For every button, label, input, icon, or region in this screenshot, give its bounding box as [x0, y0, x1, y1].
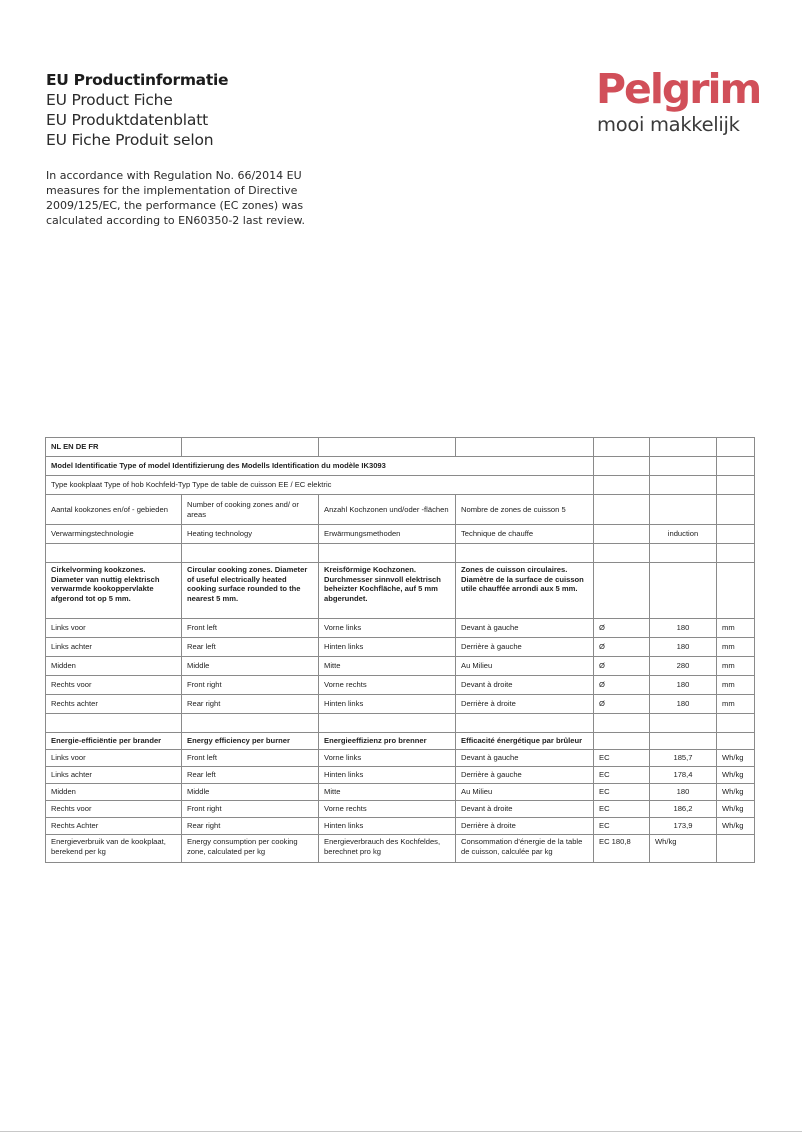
diameter-row-fr: Au Milieu: [456, 657, 594, 676]
consumption-nl: Energieverbruik van de kookplaat, berekend per kg: [46, 835, 182, 863]
diameter-row-de: Vorne links: [319, 619, 456, 638]
spacer-row: [46, 714, 755, 733]
efficiency-row-de: Hinten links: [319, 818, 456, 835]
efficiency-row-nl: Rechts voor: [46, 801, 182, 818]
consumption-en: Energy consumption per cooking zone, calculated per kg: [182, 835, 319, 863]
diameter-row-de: Hinten links: [319, 638, 456, 657]
diameter-row-value: 180: [650, 638, 717, 657]
efficiency-row-fr: Devant à gauche: [456, 750, 594, 767]
efficiency-row: [46, 750, 755, 767]
diameter-row-symbol: Ø: [594, 695, 650, 714]
efficiency-row-fr: Derrière à droite: [456, 818, 594, 835]
diameter-row-de: Vorne rechts: [319, 676, 456, 695]
intro-text: In accordance with Regulation No. 66/2014 EU measures for the implementation of Directive 2009/125/EC, the performance (EC zones) was calculated according to EN60350-2 last review.: [46, 169, 305, 227]
circular-header-row: [46, 563, 755, 619]
circular-nl: Cirkelvorming kookzones. Diameter van nuttig elektrisch verwarmde kookoppervlakte afgerond tot op 5 mm.: [46, 563, 182, 619]
diameter-row-en: Front left: [182, 619, 319, 638]
diameter-row-en: Rear right: [182, 695, 319, 714]
efficiency-row-de: Vorne links: [319, 750, 456, 767]
zones-de: Anzahl Kochzonen und/oder -flächen: [319, 495, 456, 525]
efficiency-row: [46, 801, 755, 818]
diameter-row-fr: Derrière à droite: [456, 695, 594, 714]
efficiency-row-value: 185,7: [650, 750, 717, 767]
efficiency-row-de: Vorne rechts: [319, 801, 456, 818]
efficiency-row-unit: Wh/kg: [717, 750, 755, 767]
efficiency-row-en: Rear left: [182, 767, 319, 784]
type-cell: Type kookplaat Type of hob Kochfeld-Typ Type de table de cuisson EE / EC elektric: [46, 476, 456, 495]
efficiency-row-en: Middle: [182, 784, 319, 801]
efficiency-row-nl: Rechts Achter: [46, 818, 182, 835]
efficiency-row-nl: Midden: [46, 784, 182, 801]
heating-value: induction: [650, 525, 717, 544]
zones-nl: Aantal kookzones en/of - gebieden: [46, 495, 182, 525]
diameter-row-symbol: Ø: [594, 657, 650, 676]
diameter-row-value: 280: [650, 657, 717, 676]
efficiency-header-fr: Efficacité énergétique par brûleur: [456, 733, 594, 750]
spacer-row: [46, 544, 755, 563]
diameter-row-nl: Midden: [46, 657, 182, 676]
diameter-row-value: 180: [650, 676, 717, 695]
diameter-row-en: Front right: [182, 676, 319, 695]
diameter-row: [46, 657, 755, 676]
efficiency-row-symbol: EC: [594, 801, 650, 818]
brand-logo: [596, 64, 766, 136]
diameter-row-fr: Devant à gauche: [456, 619, 594, 638]
efficiency-header-nl: Energie-efficiëntie per brander: [46, 733, 182, 750]
type-row: [46, 476, 755, 495]
efficiency-row-unit: Wh/kg: [717, 767, 755, 784]
efficiency-row-unit: Wh/kg: [717, 801, 755, 818]
zones-count-row: [46, 495, 755, 525]
diameter-row-nl: Rechts achter: [46, 695, 182, 714]
diameter-row-value: 180: [650, 619, 717, 638]
heating-fr: Technique de chauffe: [456, 525, 594, 544]
product-fiche-table: [45, 437, 754, 863]
consumption-row: [46, 835, 755, 863]
circular-fr: Zones de cuisson circulaires. Diamètre de la surface de cuisson utile chauffée arrondi aux 5 mm.: [456, 563, 594, 619]
diameter-row-unit: mm: [717, 619, 755, 638]
diameter-row: [46, 676, 755, 695]
diameter-row-symbol: Ø: [594, 638, 650, 657]
brand-wordmark: Pelgrim: [596, 65, 761, 113]
efficiency-row-value: 178,4: [650, 767, 717, 784]
efficiency-row-unit: Wh/kg: [717, 818, 755, 835]
circular-de: Kreisförmige Kochzonen. Durchmesser sinnvoll elektrisch beheizter Kochfläche, auf 5 mm abgerundet.: [319, 563, 456, 619]
heating-de: Erwärmungsmethoden: [319, 525, 456, 544]
consumption-value: EC 180,8: [594, 835, 650, 863]
diameter-row-nl: Rechts voor: [46, 676, 182, 695]
efficiency-row-fr: Au Milieu: [456, 784, 594, 801]
diameter-row-unit: mm: [717, 676, 755, 695]
document-header: [46, 70, 366, 228]
diameter-row: [46, 619, 755, 638]
efficiency-row-nl: Links achter: [46, 767, 182, 784]
efficiency-row-unit: Wh/kg: [717, 784, 755, 801]
heating-row: [46, 525, 755, 544]
languages-row: [46, 438, 755, 457]
efficiency-row-en: Front right: [182, 801, 319, 818]
efficiency-row-de: Mitte: [319, 784, 456, 801]
efficiency-row: [46, 818, 755, 835]
zones-fr: Nombre de zones de cuisson 5: [456, 495, 594, 525]
efficiency-row: [46, 767, 755, 784]
diameter-row: [46, 695, 755, 714]
title-en: EU Product Fiche: [46, 91, 173, 109]
diameter-row-de: Mitte: [319, 657, 456, 676]
diameter-row-fr: Devant à droite: [456, 676, 594, 695]
consumption-unit: Wh/kg: [650, 835, 717, 863]
diameter-row-symbol: Ø: [594, 619, 650, 638]
model-row: [46, 457, 755, 476]
efficiency-row-en: Front left: [182, 750, 319, 767]
diameter-row-symbol: Ø: [594, 676, 650, 695]
title-de: EU Produktdatenblatt: [46, 111, 208, 129]
efficiency-row: [46, 784, 755, 801]
efficiency-row-value: 186,2: [650, 801, 717, 818]
efficiency-row-symbol: EC: [594, 750, 650, 767]
diameter-row-fr: Derrière à gauche: [456, 638, 594, 657]
zones-en: Number of cooking zones and/ or areas: [182, 495, 319, 525]
efficiency-row-fr: Devant à droite: [456, 801, 594, 818]
efficiency-row-symbol: EC: [594, 818, 650, 835]
efficiency-header-row: [46, 733, 755, 750]
title-fr: EU Fiche Produit selon: [46, 131, 214, 149]
efficiency-header-de: Energieeffizienz pro brenner: [319, 733, 456, 750]
languages-cell: NL EN DE FR: [46, 438, 182, 457]
diameter-row: [46, 638, 755, 657]
efficiency-row-de: Hinten links: [319, 767, 456, 784]
efficiency-header-en: Energy efficiency per burner: [182, 733, 319, 750]
footer-divider: [0, 1131, 802, 1132]
efficiency-row-fr: Derrière à gauche: [456, 767, 594, 784]
efficiency-row-value: 180: [650, 784, 717, 801]
title-nl: EU Productinformatie: [46, 71, 229, 89]
brand-tagline: mooi makkelijk: [597, 113, 740, 136]
diameter-row-nl: Links achter: [46, 638, 182, 657]
diameter-row-de: Hinten links: [319, 695, 456, 714]
diameter-row-en: Middle: [182, 657, 319, 676]
diameter-row-unit: mm: [717, 657, 755, 676]
consumption-fr: Consommation d'énergie de la table de cuisson, calculée par kg: [456, 835, 594, 863]
diameter-row-unit: mm: [717, 695, 755, 714]
efficiency-row-value: 173,9: [650, 818, 717, 835]
diameter-row-value: 180: [650, 695, 717, 714]
circular-en: Circular cooking zones. Diameter of useful electrically heated cooking surface rounded to the nearest 5 mm.: [182, 563, 319, 619]
efficiency-row-symbol: EC: [594, 784, 650, 801]
heating-nl: Verwarmingstechnologie: [46, 525, 182, 544]
efficiency-row-nl: Links voor: [46, 750, 182, 767]
efficiency-row-en: Rear right: [182, 818, 319, 835]
diameter-row-en: Rear left: [182, 638, 319, 657]
diameter-row-unit: mm: [717, 638, 755, 657]
heating-en: Heating technology: [182, 525, 319, 544]
consumption-de: Energieverbrauch des Kochfeldes, berechnet pro kg: [319, 835, 456, 863]
efficiency-row-symbol: EC: [594, 767, 650, 784]
diameter-row-nl: Links voor: [46, 619, 182, 638]
model-cell: Model Identificatie Type of model Identifizierung des Modells Identification du modèle IK3093: [46, 457, 456, 476]
